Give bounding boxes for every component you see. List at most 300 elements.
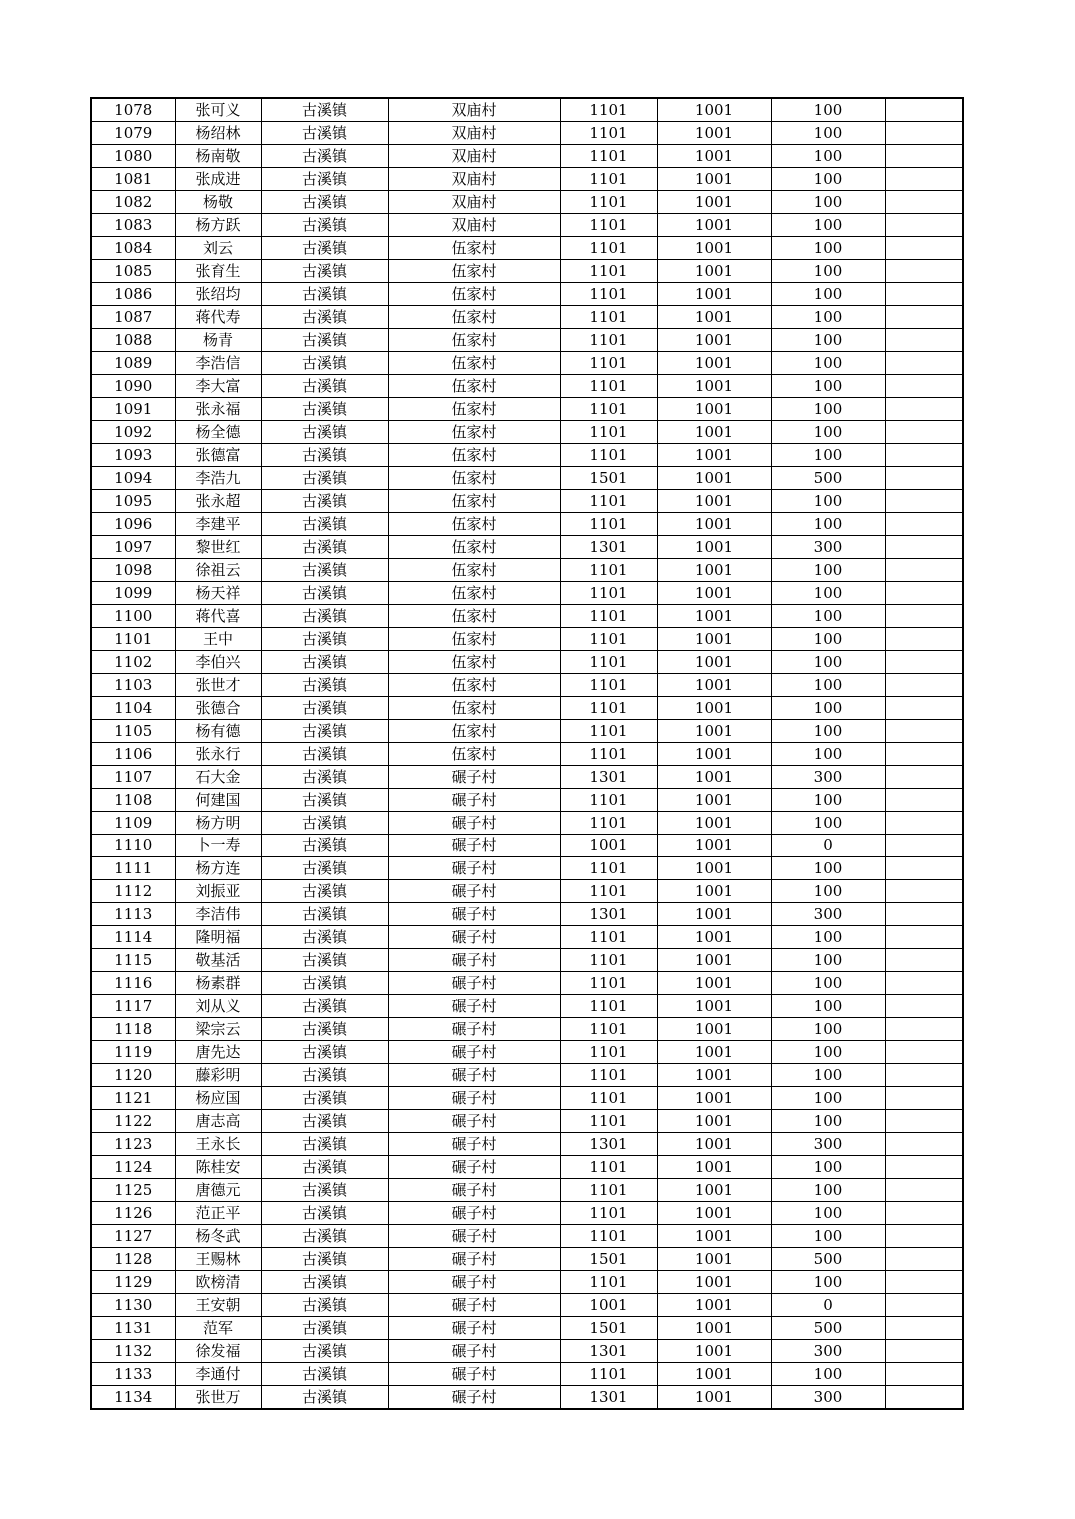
code1-cell: 1001 — [560, 834, 657, 857]
code1-cell: 1101 — [560, 121, 657, 144]
code1-cell: 1101 — [560, 420, 657, 443]
note-cell — [885, 535, 963, 558]
name-cell: 欧榜清 — [175, 1271, 261, 1294]
code2-cell: 1001 — [657, 98, 771, 121]
name-cell: 杨冬武 — [175, 1225, 261, 1248]
table-row — [91, 1179, 963, 1202]
name-cell: 李大富 — [175, 374, 261, 397]
name-cell: 杨南敬 — [175, 144, 261, 167]
code2-cell: 1001 — [657, 1202, 771, 1225]
village-cell: 碾子村 — [388, 880, 560, 903]
code2-cell: 1001 — [657, 834, 771, 857]
row-number-cell: 1087 — [91, 305, 175, 328]
row-number-cell: 1086 — [91, 282, 175, 305]
note-cell — [885, 1386, 963, 1409]
code2-cell: 1001 — [657, 397, 771, 420]
village-cell: 伍家村 — [388, 696, 560, 719]
code1-cell: 1101 — [560, 282, 657, 305]
village-cell: 双庙村 — [388, 167, 560, 190]
village-cell: 碾子村 — [388, 1386, 560, 1409]
code2-cell: 1001 — [657, 167, 771, 190]
town-cell: 古溪镇 — [261, 489, 388, 512]
code1-cell: 1301 — [560, 1386, 657, 1409]
town-cell: 古溪镇 — [261, 696, 388, 719]
name-cell: 李伯兴 — [175, 650, 261, 673]
amount-cell: 100 — [771, 880, 885, 903]
code1-cell: 1101 — [560, 236, 657, 259]
table-row — [91, 236, 963, 259]
town-cell: 古溪镇 — [261, 1202, 388, 1225]
note-cell — [885, 673, 963, 696]
code1-cell: 1501 — [560, 466, 657, 489]
row-number-cell: 1093 — [91, 443, 175, 466]
town-cell: 古溪镇 — [261, 1340, 388, 1363]
row-number-cell: 1117 — [91, 995, 175, 1018]
name-cell: 杨方明 — [175, 811, 261, 834]
table-row — [91, 1386, 963, 1409]
village-cell: 碾子村 — [388, 1179, 560, 1202]
code1-cell: 1101 — [560, 627, 657, 650]
code1-cell: 1101 — [560, 489, 657, 512]
town-cell: 古溪镇 — [261, 1248, 388, 1271]
row-number-cell: 1090 — [91, 374, 175, 397]
row-number-cell: 1102 — [91, 650, 175, 673]
town-cell: 古溪镇 — [261, 351, 388, 374]
name-cell: 何建国 — [175, 788, 261, 811]
table-row — [91, 1041, 963, 1064]
code2-cell: 1001 — [657, 673, 771, 696]
name-cell: 李浩九 — [175, 466, 261, 489]
amount-cell: 500 — [771, 1317, 885, 1340]
code2-cell: 1001 — [657, 259, 771, 282]
village-cell: 碾子村 — [388, 834, 560, 857]
amount-cell: 100 — [771, 1041, 885, 1064]
village-cell: 碾子村 — [388, 1317, 560, 1340]
village-cell: 伍家村 — [388, 374, 560, 397]
name-cell: 敬基活 — [175, 949, 261, 972]
row-number-cell: 1121 — [91, 1087, 175, 1110]
row-number-cell: 1129 — [91, 1271, 175, 1294]
note-cell — [885, 949, 963, 972]
amount-cell: 100 — [771, 282, 885, 305]
code2-cell: 1001 — [657, 1110, 771, 1133]
note-cell — [885, 834, 963, 857]
table-row — [91, 305, 963, 328]
note-cell — [885, 995, 963, 1018]
row-number-cell: 1098 — [91, 558, 175, 581]
town-cell: 古溪镇 — [261, 742, 388, 765]
code1-cell: 1101 — [560, 1179, 657, 1202]
village-cell: 碾子村 — [388, 1041, 560, 1064]
table-row — [91, 995, 963, 1018]
amount-cell: 100 — [771, 1018, 885, 1041]
note-cell — [885, 167, 963, 190]
note-cell — [885, 650, 963, 673]
town-cell: 古溪镇 — [261, 1087, 388, 1110]
village-cell: 双庙村 — [388, 190, 560, 213]
table-row — [91, 443, 963, 466]
amount-cell: 0 — [771, 834, 885, 857]
amount-cell: 100 — [771, 1156, 885, 1179]
code1-cell: 1101 — [560, 512, 657, 535]
code1-cell: 1101 — [560, 926, 657, 949]
village-cell: 双庙村 — [388, 121, 560, 144]
note-cell — [885, 1294, 963, 1317]
code2-cell: 1001 — [657, 1156, 771, 1179]
amount-cell: 100 — [771, 742, 885, 765]
code2-cell: 1001 — [657, 1248, 771, 1271]
note-cell — [885, 144, 963, 167]
village-cell: 伍家村 — [388, 627, 560, 650]
town-cell: 古溪镇 — [261, 1225, 388, 1248]
code2-cell: 1001 — [657, 1340, 771, 1363]
note-cell — [885, 351, 963, 374]
town-cell: 古溪镇 — [261, 167, 388, 190]
table-row — [91, 604, 963, 627]
code1-cell: 1101 — [560, 190, 657, 213]
code2-cell: 1001 — [657, 512, 771, 535]
code1-cell: 1101 — [560, 213, 657, 236]
name-cell: 张世万 — [175, 1386, 261, 1409]
code1-cell: 1101 — [560, 374, 657, 397]
amount-cell: 300 — [771, 1386, 885, 1409]
row-number-cell: 1100 — [91, 604, 175, 627]
note-cell — [885, 903, 963, 926]
amount-cell: 100 — [771, 972, 885, 995]
row-number-cell: 1120 — [91, 1064, 175, 1087]
name-cell: 刘云 — [175, 236, 261, 259]
village-cell: 伍家村 — [388, 466, 560, 489]
amount-cell: 100 — [771, 512, 885, 535]
note-cell — [885, 1087, 963, 1110]
code2-cell: 1001 — [657, 995, 771, 1018]
code2-cell: 1001 — [657, 535, 771, 558]
row-number-cell: 1113 — [91, 903, 175, 926]
code1-cell: 1101 — [560, 581, 657, 604]
name-cell: 张永行 — [175, 742, 261, 765]
amount-cell: 100 — [771, 949, 885, 972]
town-cell: 古溪镇 — [261, 673, 388, 696]
village-cell: 碾子村 — [388, 972, 560, 995]
note-cell — [885, 98, 963, 121]
table-row — [91, 765, 963, 788]
town-cell: 古溪镇 — [261, 144, 388, 167]
amount-cell: 100 — [771, 1225, 885, 1248]
name-cell: 刘从义 — [175, 995, 261, 1018]
amount-cell: 100 — [771, 121, 885, 144]
code1-cell: 1001 — [560, 1294, 657, 1317]
name-cell: 张世才 — [175, 673, 261, 696]
row-number-cell: 1110 — [91, 834, 175, 857]
note-cell — [885, 972, 963, 995]
town-cell: 古溪镇 — [261, 190, 388, 213]
code1-cell: 1101 — [560, 144, 657, 167]
code1-cell: 1101 — [560, 443, 657, 466]
note-cell — [885, 558, 963, 581]
town-cell: 古溪镇 — [261, 374, 388, 397]
village-cell: 碾子村 — [388, 1087, 560, 1110]
town-cell: 古溪镇 — [261, 627, 388, 650]
town-cell: 古溪镇 — [261, 1294, 388, 1317]
town-cell: 古溪镇 — [261, 1179, 388, 1202]
name-cell: 藤彩明 — [175, 1064, 261, 1087]
note-cell — [885, 696, 963, 719]
table-row — [91, 374, 963, 397]
code1-cell: 1101 — [560, 811, 657, 834]
table-row — [91, 1340, 963, 1363]
name-cell: 张永超 — [175, 489, 261, 512]
code2-cell: 1001 — [657, 719, 771, 742]
code1-cell: 1101 — [560, 1156, 657, 1179]
row-number-cell: 1105 — [91, 719, 175, 742]
table-row — [91, 903, 963, 926]
town-cell: 古溪镇 — [261, 1363, 388, 1386]
table-row — [91, 972, 963, 995]
note-cell — [885, 880, 963, 903]
row-number-cell: 1095 — [91, 489, 175, 512]
row-number-cell: 1114 — [91, 926, 175, 949]
village-cell: 双庙村 — [388, 144, 560, 167]
town-cell: 古溪镇 — [261, 995, 388, 1018]
code2-cell: 1001 — [657, 466, 771, 489]
town-cell: 古溪镇 — [261, 512, 388, 535]
amount-cell: 0 — [771, 1294, 885, 1317]
village-cell: 伍家村 — [388, 535, 560, 558]
town-cell: 古溪镇 — [261, 558, 388, 581]
code2-cell: 1001 — [657, 627, 771, 650]
village-cell: 伍家村 — [388, 558, 560, 581]
village-cell: 碾子村 — [388, 765, 560, 788]
name-cell: 杨敬 — [175, 190, 261, 213]
code2-cell: 1001 — [657, 581, 771, 604]
row-number-cell: 1082 — [91, 190, 175, 213]
note-cell — [885, 328, 963, 351]
code2-cell: 1001 — [657, 903, 771, 926]
row-number-cell: 1104 — [91, 696, 175, 719]
code2-cell: 1001 — [657, 190, 771, 213]
name-cell: 唐先达 — [175, 1041, 261, 1064]
code2-cell: 1001 — [657, 282, 771, 305]
amount-cell: 300 — [771, 1340, 885, 1363]
village-cell: 碾子村 — [388, 811, 560, 834]
table-row — [91, 489, 963, 512]
table-row — [91, 1110, 963, 1133]
amount-cell: 300 — [771, 903, 885, 926]
town-cell: 古溪镇 — [261, 213, 388, 236]
name-cell: 杨有德 — [175, 719, 261, 742]
note-cell — [885, 926, 963, 949]
village-cell: 碾子村 — [388, 1110, 560, 1133]
note-cell — [885, 1179, 963, 1202]
amount-cell: 100 — [771, 328, 885, 351]
village-cell: 碾子村 — [388, 1294, 560, 1317]
row-number-cell: 1088 — [91, 328, 175, 351]
town-cell: 古溪镇 — [261, 236, 388, 259]
table-row — [91, 811, 963, 834]
table-row — [91, 581, 963, 604]
code1-cell: 1101 — [560, 305, 657, 328]
note-cell — [885, 604, 963, 627]
village-cell: 伍家村 — [388, 650, 560, 673]
note-cell — [885, 397, 963, 420]
village-cell: 碾子村 — [388, 857, 560, 880]
code2-cell: 1001 — [657, 1179, 771, 1202]
row-number-cell: 1079 — [91, 121, 175, 144]
data-table — [90, 97, 964, 1410]
code1-cell: 1101 — [560, 98, 657, 121]
row-number-cell: 1112 — [91, 880, 175, 903]
name-cell: 李浩信 — [175, 351, 261, 374]
table-row — [91, 1087, 963, 1110]
code1-cell: 1101 — [560, 259, 657, 282]
village-cell: 碾子村 — [388, 1202, 560, 1225]
code1-cell: 1301 — [560, 1340, 657, 1363]
table-row — [91, 98, 963, 121]
town-cell: 古溪镇 — [261, 121, 388, 144]
code2-cell: 1001 — [657, 765, 771, 788]
town-cell: 古溪镇 — [261, 604, 388, 627]
amount-cell: 100 — [771, 1271, 885, 1294]
name-cell: 徐发福 — [175, 1340, 261, 1363]
note-cell — [885, 765, 963, 788]
code1-cell: 1101 — [560, 673, 657, 696]
table-row — [91, 213, 963, 236]
town-cell: 古溪镇 — [261, 765, 388, 788]
note-cell — [885, 1248, 963, 1271]
village-cell: 伍家村 — [388, 581, 560, 604]
row-number-cell: 1078 — [91, 98, 175, 121]
name-cell: 范正平 — [175, 1202, 261, 1225]
table-row — [91, 259, 963, 282]
village-cell: 碾子村 — [388, 1248, 560, 1271]
table-row — [91, 1363, 963, 1386]
town-cell: 古溪镇 — [261, 1110, 388, 1133]
table-row — [91, 1202, 963, 1225]
town-cell: 古溪镇 — [261, 972, 388, 995]
amount-cell: 100 — [771, 926, 885, 949]
row-number-cell: 1106 — [91, 742, 175, 765]
amount-cell: 100 — [771, 1064, 885, 1087]
village-cell: 碾子村 — [388, 1018, 560, 1041]
note-cell — [885, 811, 963, 834]
amount-cell: 100 — [771, 305, 885, 328]
table-row — [91, 535, 963, 558]
code2-cell: 1001 — [657, 213, 771, 236]
table-row — [91, 880, 963, 903]
name-cell: 陈桂安 — [175, 1156, 261, 1179]
amount-cell: 100 — [771, 581, 885, 604]
village-cell: 伍家村 — [388, 259, 560, 282]
town-cell: 古溪镇 — [261, 305, 388, 328]
code2-cell: 1001 — [657, 811, 771, 834]
name-cell: 王安朝 — [175, 1294, 261, 1317]
village-cell: 伍家村 — [388, 512, 560, 535]
table-row — [91, 788, 963, 811]
town-cell: 古溪镇 — [261, 328, 388, 351]
amount-cell: 500 — [771, 466, 885, 489]
town-cell: 古溪镇 — [261, 857, 388, 880]
code2-cell: 1001 — [657, 144, 771, 167]
table-row — [91, 1133, 963, 1156]
note-cell — [885, 121, 963, 144]
table-row — [91, 420, 963, 443]
town-cell: 古溪镇 — [261, 1271, 388, 1294]
table-row — [91, 949, 963, 972]
code2-cell: 1001 — [657, 351, 771, 374]
code2-cell: 1001 — [657, 1087, 771, 1110]
code2-cell: 1001 — [657, 236, 771, 259]
code2-cell: 1001 — [657, 1317, 771, 1340]
code1-cell: 1101 — [560, 1041, 657, 1064]
code1-cell: 1301 — [560, 535, 657, 558]
name-cell: 范军 — [175, 1317, 261, 1340]
name-cell: 石大金 — [175, 765, 261, 788]
amount-cell: 100 — [771, 213, 885, 236]
name-cell: 唐志高 — [175, 1110, 261, 1133]
village-cell: 碾子村 — [388, 1225, 560, 1248]
code1-cell: 1101 — [560, 788, 657, 811]
code2-cell: 1001 — [657, 926, 771, 949]
code1-cell: 1101 — [560, 650, 657, 673]
table-row — [91, 834, 963, 857]
row-number-cell: 1128 — [91, 1248, 175, 1271]
code1-cell: 1101 — [560, 1018, 657, 1041]
amount-cell: 300 — [771, 1133, 885, 1156]
code1-cell: 1101 — [560, 604, 657, 627]
name-cell: 张德合 — [175, 696, 261, 719]
name-cell: 李洁伟 — [175, 903, 261, 926]
code2-cell: 1001 — [657, 1271, 771, 1294]
row-number-cell: 1085 — [91, 259, 175, 282]
note-cell — [885, 1271, 963, 1294]
note-cell — [885, 489, 963, 512]
amount-cell: 100 — [771, 167, 885, 190]
row-number-cell: 1132 — [91, 1340, 175, 1363]
table-row — [91, 1271, 963, 1294]
amount-cell: 100 — [771, 1179, 885, 1202]
village-cell: 碾子村 — [388, 1271, 560, 1294]
code1-cell: 1101 — [560, 558, 657, 581]
code1-cell: 1301 — [560, 903, 657, 926]
row-number-cell: 1133 — [91, 1363, 175, 1386]
note-cell — [885, 236, 963, 259]
table-row — [91, 696, 963, 719]
table-row — [91, 190, 963, 213]
code2-cell: 1001 — [657, 788, 771, 811]
village-cell: 伍家村 — [388, 397, 560, 420]
table-row — [91, 673, 963, 696]
village-cell: 双庙村 — [388, 213, 560, 236]
code1-cell: 1101 — [560, 949, 657, 972]
table-row — [91, 466, 963, 489]
amount-cell: 100 — [771, 627, 885, 650]
code1-cell: 1101 — [560, 1271, 657, 1294]
code2-cell: 1001 — [657, 420, 771, 443]
note-cell — [885, 627, 963, 650]
town-cell: 古溪镇 — [261, 650, 388, 673]
amount-cell: 100 — [771, 1087, 885, 1110]
code1-cell: 1101 — [560, 167, 657, 190]
note-cell — [885, 1110, 963, 1133]
town-cell: 古溪镇 — [261, 1386, 388, 1409]
town-cell: 古溪镇 — [261, 903, 388, 926]
note-cell — [885, 1041, 963, 1064]
amount-cell: 100 — [771, 604, 885, 627]
town-cell: 古溪镇 — [261, 1064, 388, 1087]
name-cell: 张成进 — [175, 167, 261, 190]
note-cell — [885, 1064, 963, 1087]
village-cell: 碾子村 — [388, 1340, 560, 1363]
